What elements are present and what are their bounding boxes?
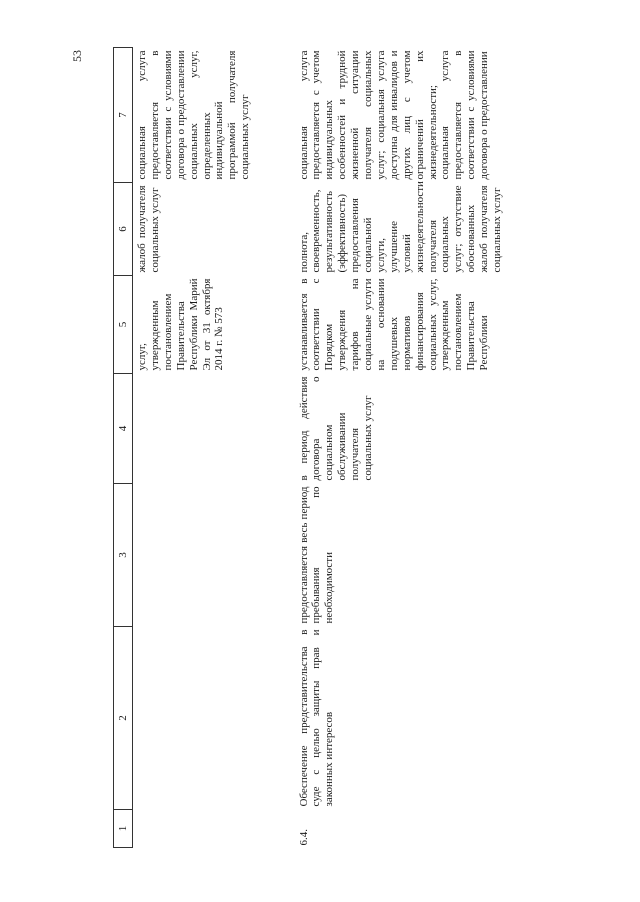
service-frequency: предоставляется весь период пребывания по необходимости bbox=[297, 486, 336, 624]
cell-5: услуг, утвержденным постановлением Правительства Республики Марий Эл от 31 октября 2014 г. № 573 bbox=[136, 278, 226, 371]
cell-7: социальная услуга предоставляется в соответствии с условиями договора о предоставлении социальных услуг, определенных индивидуальной программой получателя социальных услуг bbox=[136, 50, 252, 180]
rotated-table-wrapper bbox=[113, 48, 640, 848]
header-col-3: 3 bbox=[114, 484, 133, 627]
header-col-5: 5 bbox=[114, 276, 133, 374]
header-col-7: 7 bbox=[114, 48, 133, 183]
row-number: 6.4. bbox=[297, 829, 310, 846]
cell-3 bbox=[133, 484, 295, 627]
header-row bbox=[114, 48, 133, 848]
services-table bbox=[113, 47, 506, 848]
cell-2 bbox=[133, 627, 295, 810]
header-col-4: 4 bbox=[114, 374, 133, 484]
service-conditions: социальная услуга предоставляется с учетом индивидуальных особенностей и трудной жизненной ситуации получателя социальных услуг; социальная услуга доступна для инвалидов и других лиц с учетом ограничений их жизнедеятельности; социальная услуга предоставляется в соответствии с условиями договора о предоставлении bbox=[297, 50, 491, 180]
service-period: в период действия договора о социальном обслуживании получателя социальных услуг bbox=[297, 376, 375, 481]
table-row-6-4 bbox=[295, 48, 507, 848]
service-tariff: устанавливается в соответствии с Порядком утверждения тарифов на социальные услуги на основании подушевых нормативов финансирования социальных услуг, утвержденным постановлением Правительства Республики bbox=[297, 278, 491, 371]
service-name: Обеспечение представительства в суде с целью защиты прав и законных интересов bbox=[297, 629, 336, 807]
cell-1 bbox=[133, 810, 295, 848]
table-row-continued bbox=[133, 48, 295, 848]
page-number: 53 bbox=[70, 50, 84, 62]
cell-6: жалоб получателя социальных услуг bbox=[136, 185, 161, 273]
quality-indicators: полнота, своевременность, результативность (эффективность) предоставления социальной услуги, улучшение условий жизнедеятельности получателя социальных услуг; отсутствие обоснованных жалоб получателя социальных услуг bbox=[297, 181, 504, 273]
header-col-2: 2 bbox=[114, 627, 133, 810]
header-col-6: 6 bbox=[114, 183, 133, 276]
header-col-1: 1 bbox=[114, 810, 133, 848]
cell-4 bbox=[133, 374, 295, 484]
